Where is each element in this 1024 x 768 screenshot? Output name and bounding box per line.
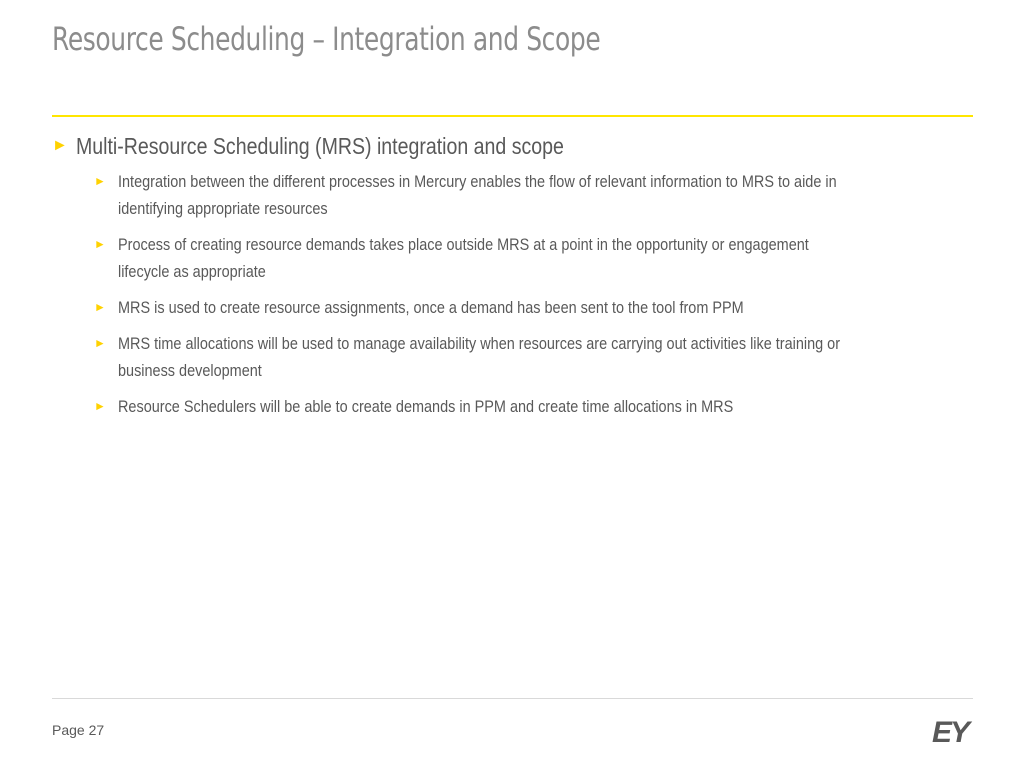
list-item bbox=[94, 231, 977, 285]
page-number: Page 27 bbox=[52, 722, 105, 738]
list-item bbox=[94, 393, 977, 420]
triangle-right-icon: ► bbox=[94, 174, 106, 188]
triangle-right-icon: ► bbox=[52, 137, 68, 154]
ey-logo: EY bbox=[932, 716, 969, 749]
bullet-text: MRS is used to create resource assignments, once a demand has been sent to the tool from PPM bbox=[118, 298, 744, 317]
bullet-heading: Multi-Resource Scheduling (MRS) integration and scope bbox=[76, 133, 564, 159]
list-item bbox=[94, 294, 977, 321]
triangle-right-icon: ► bbox=[94, 300, 106, 314]
bullet-text: MRS time allocations will be used to manage availability when resources are carrying out activities like training or business development bbox=[118, 334, 841, 380]
slide-title: Resource Scheduling – Integration and Scope bbox=[52, 20, 601, 58]
footer-divider bbox=[52, 698, 973, 699]
list-item bbox=[94, 330, 977, 384]
triangle-right-icon: ► bbox=[94, 237, 106, 251]
triangle-right-icon: ► bbox=[94, 399, 106, 413]
bullet-text: Process of creating resource demands takes place outside MRS at a point in the opportunity or engagement lifecycle as appropriate bbox=[118, 235, 809, 281]
title-divider bbox=[52, 115, 973, 117]
bullet-text: Integration between the different processes in Mercury enables the flow of relevant information to MRS to aide in identifying appropriate resources bbox=[118, 172, 837, 218]
bullet-text: Resource Schedulers will be able to create demands in PPM and create time allocations in MRS bbox=[118, 397, 734, 416]
triangle-right-icon: ► bbox=[94, 336, 106, 350]
slide-content bbox=[52, 130, 977, 429]
list-item bbox=[94, 168, 977, 222]
sub-bullet-list bbox=[52, 168, 977, 420]
level1-bullet bbox=[52, 130, 977, 162]
